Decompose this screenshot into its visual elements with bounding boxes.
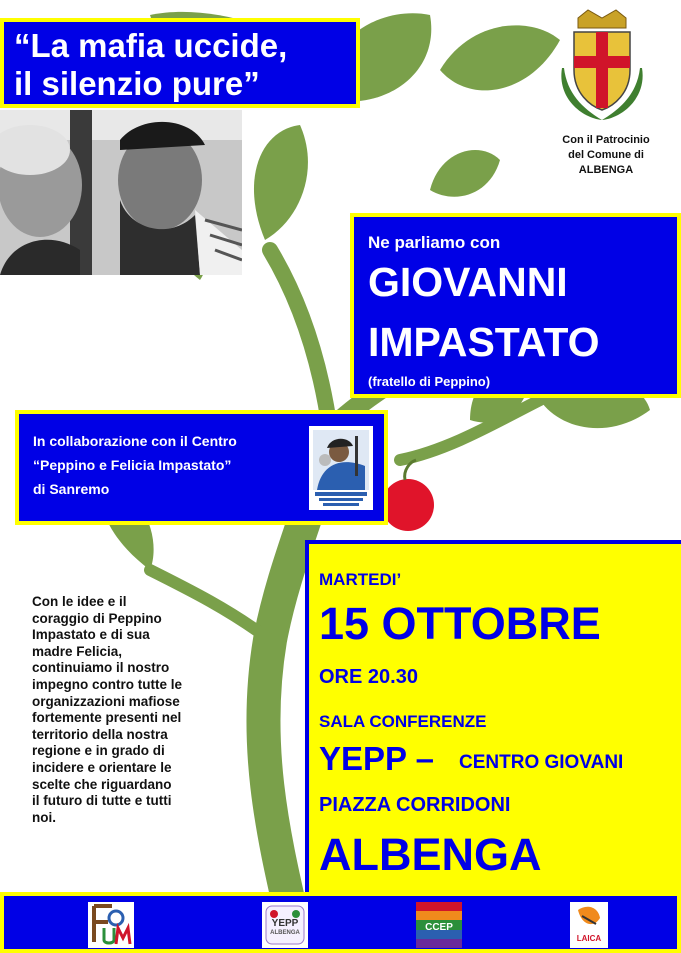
body-line: regione e in grado di bbox=[32, 743, 165, 759]
yepp-logo bbox=[262, 902, 308, 948]
body-line: continuiamo il nostro bbox=[32, 660, 170, 676]
title-line-2: il silenzio pure” bbox=[14, 65, 260, 102]
impastato-centre-logo bbox=[309, 426, 373, 510]
body-line: coraggio di Peppino bbox=[32, 610, 162, 626]
body-line: scelte che riguardano bbox=[32, 776, 172, 792]
portrait-photo bbox=[0, 110, 242, 275]
patronage-line-1: Con il Patrocinio bbox=[562, 134, 650, 146]
forum-logo bbox=[88, 902, 134, 948]
event-square: PIAZZA CORRIDONI bbox=[319, 794, 511, 816]
laica-logo bbox=[570, 902, 608, 948]
body-line: Impastato e di sua bbox=[32, 627, 150, 643]
speaker-first-name: GIOVANNI bbox=[368, 259, 568, 305]
body-line: madre Felicia, bbox=[32, 643, 123, 659]
body-line: territorio della nostra bbox=[32, 726, 168, 742]
body-line: Con le idee e il bbox=[32, 594, 127, 609]
speaker-box bbox=[350, 213, 681, 398]
event-hall: SALA CONFERENZE bbox=[319, 712, 487, 731]
event-time: ORE 20.30 bbox=[319, 666, 418, 688]
speaker-note: (fratello di Peppino) bbox=[368, 374, 491, 389]
speaker-intro: Ne parliamo con bbox=[368, 233, 501, 252]
patronage-text bbox=[548, 133, 664, 178]
body-line: noi. bbox=[32, 809, 56, 825]
speaker-last-name: IMPASTATO bbox=[368, 319, 600, 365]
event-venue-sub: CENTRO GIOVANI bbox=[459, 752, 624, 773]
title-line-1: “La mafia uccide, bbox=[14, 27, 288, 64]
event-date: 15 OTTOBRE bbox=[319, 598, 601, 649]
collaboration-box bbox=[15, 410, 388, 525]
ccep-logo-text: CCEP bbox=[425, 922, 453, 933]
collaboration-line-1: In collaborazione con il Centro bbox=[33, 433, 237, 449]
patronage-line-2: del Comune di bbox=[568, 149, 644, 161]
yepp-logo-text: YEPP bbox=[271, 918, 299, 929]
title-box bbox=[0, 18, 360, 108]
ccep-logo bbox=[416, 902, 462, 948]
event-venue-main: YEPP – bbox=[319, 740, 434, 777]
body-line: il futuro di tutte e tutti bbox=[32, 793, 172, 809]
body-line: fortemente presenti nel bbox=[32, 710, 182, 726]
yepp-logo-subtext: ALBENGA bbox=[270, 930, 300, 936]
patronage-line-3: ALBENGA bbox=[578, 164, 634, 176]
collaboration-line-3: di Sanremo bbox=[33, 481, 110, 497]
body-line: organizzazioni mafiose bbox=[32, 693, 180, 709]
footer-sponsors bbox=[0, 892, 681, 953]
collaboration-line-2: “Peppino e Felicia Impastato” bbox=[33, 457, 232, 473]
body-line: incidere e orientare le bbox=[32, 759, 172, 775]
event-city: ALBENGA bbox=[319, 829, 542, 880]
event-details-box bbox=[305, 540, 681, 892]
body-text bbox=[32, 594, 222, 826]
body-line: impegno contro tutte le bbox=[32, 676, 182, 692]
event-day: MARTEDI’ bbox=[319, 570, 402, 589]
albenga-crest-icon bbox=[552, 8, 652, 128]
laica-logo-text: LAICA bbox=[576, 934, 602, 943]
